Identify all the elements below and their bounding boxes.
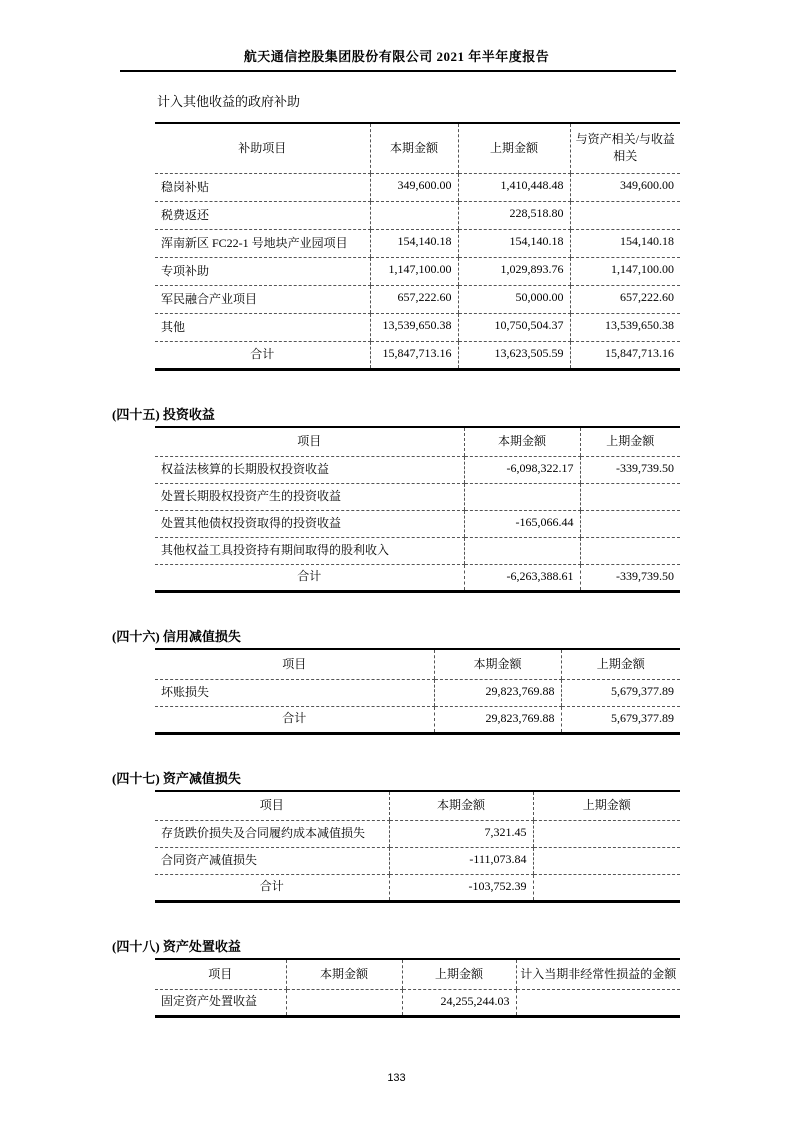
- value-cell: 1,410,448.48: [458, 173, 570, 201]
- table-row: [155, 511, 680, 538]
- table-row: [155, 848, 680, 875]
- row-label-cell: 处置其他债权投资取得的投资收益: [155, 511, 464, 538]
- value-cell: -339,739.50: [580, 565, 680, 592]
- table-row: [155, 821, 680, 848]
- column-header: 项目: [155, 959, 286, 989]
- table-gov-subsidies: [155, 122, 680, 371]
- value-cell: [533, 848, 680, 875]
- value-cell: 29,823,769.88: [434, 679, 561, 706]
- row-label-cell: 合计: [297, 569, 322, 583]
- column-header: 项目: [155, 427, 464, 457]
- value-cell: 1,029,893.76: [458, 257, 570, 285]
- row-label-cell: 稳岗补贴: [155, 173, 370, 201]
- row-label-cell: 合计: [259, 879, 284, 893]
- total-row: [155, 706, 680, 733]
- page-number: 133: [387, 1072, 406, 1084]
- value-cell: 13,539,650.38: [570, 313, 680, 341]
- value-cell: 1,147,100.00: [570, 257, 680, 285]
- section-asset-disposal-income: [112, 937, 680, 1018]
- column-header: 本期金额: [434, 649, 561, 679]
- column-header: 上期金额: [402, 959, 516, 989]
- column-header: 与资产相关/与收益相关: [570, 123, 680, 173]
- report-content: [112, 92, 680, 1018]
- value-cell: -6,263,388.61: [464, 565, 580, 592]
- row-label-cell: 固定资产处置收益: [161, 993, 258, 1008]
- column-header: 本期金额: [389, 791, 533, 821]
- value-cell: [370, 201, 458, 229]
- column-header: 上期金额: [533, 791, 680, 821]
- value-cell: [464, 484, 580, 511]
- row-label-cell: 合同资产减值损失: [155, 848, 389, 875]
- column-header: 上期金额: [580, 427, 680, 457]
- header-rule: [120, 70, 676, 72]
- value-cell: 5,679,377.89: [561, 679, 680, 706]
- value-cell: [286, 989, 402, 1016]
- row-label-cell: 其他权益工具投资持有期间取得的股利收入: [155, 538, 464, 565]
- value-cell: 154,140.18: [458, 229, 570, 257]
- row-label-cell: 合计: [250, 346, 275, 361]
- table-row: [155, 285, 680, 313]
- value-cell: 50,000.00: [458, 285, 570, 313]
- section-title-gov-subsidies: 计入其他收益的政府补助: [157, 94, 301, 109]
- total-row: [155, 341, 680, 369]
- value-cell: [570, 201, 680, 229]
- value-cell: [533, 875, 680, 902]
- table-row: [155, 257, 680, 285]
- header-row: [155, 959, 680, 989]
- value-cell: [580, 484, 680, 511]
- table-row: [155, 201, 680, 229]
- header-row: [155, 791, 680, 821]
- value-cell: -165,066.44: [464, 511, 580, 538]
- table-investment-income: [155, 426, 680, 594]
- value-cell: [580, 511, 680, 538]
- table-row: [155, 989, 680, 1016]
- row-label-cell: 合计: [282, 710, 307, 725]
- table-row: [155, 173, 680, 201]
- section-investment-income: [112, 405, 680, 594]
- table-asset-impairment-loss: [155, 790, 680, 904]
- value-cell: 10,750,504.37: [458, 313, 570, 341]
- value-cell: 657,222.60: [570, 285, 680, 313]
- row-label-cell: 浑南新区 FC22-1 号地块产业园项目: [155, 229, 370, 257]
- value-cell: 349,600.00: [370, 173, 458, 201]
- total-row: [155, 565, 680, 592]
- table-row: [155, 229, 680, 257]
- value-cell: 154,140.18: [570, 229, 680, 257]
- value-cell: -339,739.50: [580, 457, 680, 484]
- row-label-cell: 权益法核算的长期股权投资收益: [155, 457, 464, 484]
- row-label-cell: 军民融合产业项目: [155, 285, 370, 313]
- value-cell: -6,098,322.17: [464, 457, 580, 484]
- value-cell: 349,600.00: [570, 173, 680, 201]
- table-credit-impairment-loss: [155, 648, 680, 735]
- header-row: [155, 649, 680, 679]
- row-label-cell: 处置长期股权投资产生的投资收益: [155, 484, 464, 511]
- value-cell: -103,752.39: [389, 875, 533, 902]
- row-label-cell: 坏账损失: [155, 679, 434, 706]
- value-cell: [533, 821, 680, 848]
- table-row: [155, 538, 680, 565]
- column-header: 本期金额: [286, 959, 402, 989]
- column-header: 项目: [155, 649, 434, 679]
- section-title-investment-income: (四十五) 投资收益: [112, 406, 215, 422]
- value-cell: 13,623,505.59: [458, 341, 570, 369]
- table-row: [155, 484, 680, 511]
- value-cell: [516, 989, 680, 1016]
- value-cell: 15,847,713.16: [370, 341, 458, 369]
- value-cell: [464, 538, 580, 565]
- table-row: [155, 457, 680, 484]
- value-cell: 1,147,100.00: [370, 257, 458, 285]
- value-cell: 15,847,713.16: [570, 341, 680, 369]
- column-header: 本期金额: [464, 427, 580, 457]
- value-cell: 5,679,377.89: [561, 706, 680, 733]
- table-row: [155, 679, 680, 706]
- row-label-cell: 存货跌价损失及合同履约成本减值损失: [155, 821, 389, 848]
- value-cell: 228,518.80: [458, 201, 570, 229]
- table-asset-disposal-income: [155, 958, 680, 1018]
- value-cell: 29,823,769.88: [434, 706, 561, 733]
- section-gov-subsidies: [112, 92, 680, 371]
- page-header-title: 航天通信控股集团股份有限公司 2021 年半年度报告: [243, 49, 550, 64]
- column-header: 计入当期非经常性损益的金额: [516, 959, 680, 989]
- header-row: [155, 427, 680, 457]
- row-label-cell: 其他: [155, 313, 370, 341]
- table-row: [155, 313, 680, 341]
- section-title-asset-disposal-income: (四十八) 资产处置收益: [112, 939, 241, 954]
- section-title-credit-impairment-loss: (四十六) 信用减值损失: [112, 629, 241, 644]
- total-row: [155, 875, 680, 902]
- header-row: [155, 123, 680, 173]
- column-header: 上期金额: [561, 649, 680, 679]
- section-title-asset-impairment-loss: (四十七) 资产减值损失: [112, 770, 241, 786]
- value-cell: [580, 538, 680, 565]
- value-cell: -111,073.84: [389, 848, 533, 875]
- value-cell: 154,140.18: [370, 229, 458, 257]
- value-cell: 13,539,650.38: [370, 313, 458, 341]
- column-header: 项目: [155, 791, 389, 821]
- value-cell: 7,321.45: [389, 821, 533, 848]
- column-header: 补助项目: [155, 123, 370, 173]
- row-label-cell: 专项补助: [155, 257, 370, 285]
- column-header: 上期金额: [458, 123, 570, 173]
- section-asset-impairment-loss: [112, 769, 680, 904]
- section-credit-impairment-loss: [112, 627, 680, 735]
- column-header: 本期金额: [370, 123, 458, 173]
- value-cell: 657,222.60: [370, 285, 458, 313]
- row-label-cell: 税费返还: [155, 201, 370, 229]
- value-cell: 24,255,244.03: [402, 989, 516, 1016]
